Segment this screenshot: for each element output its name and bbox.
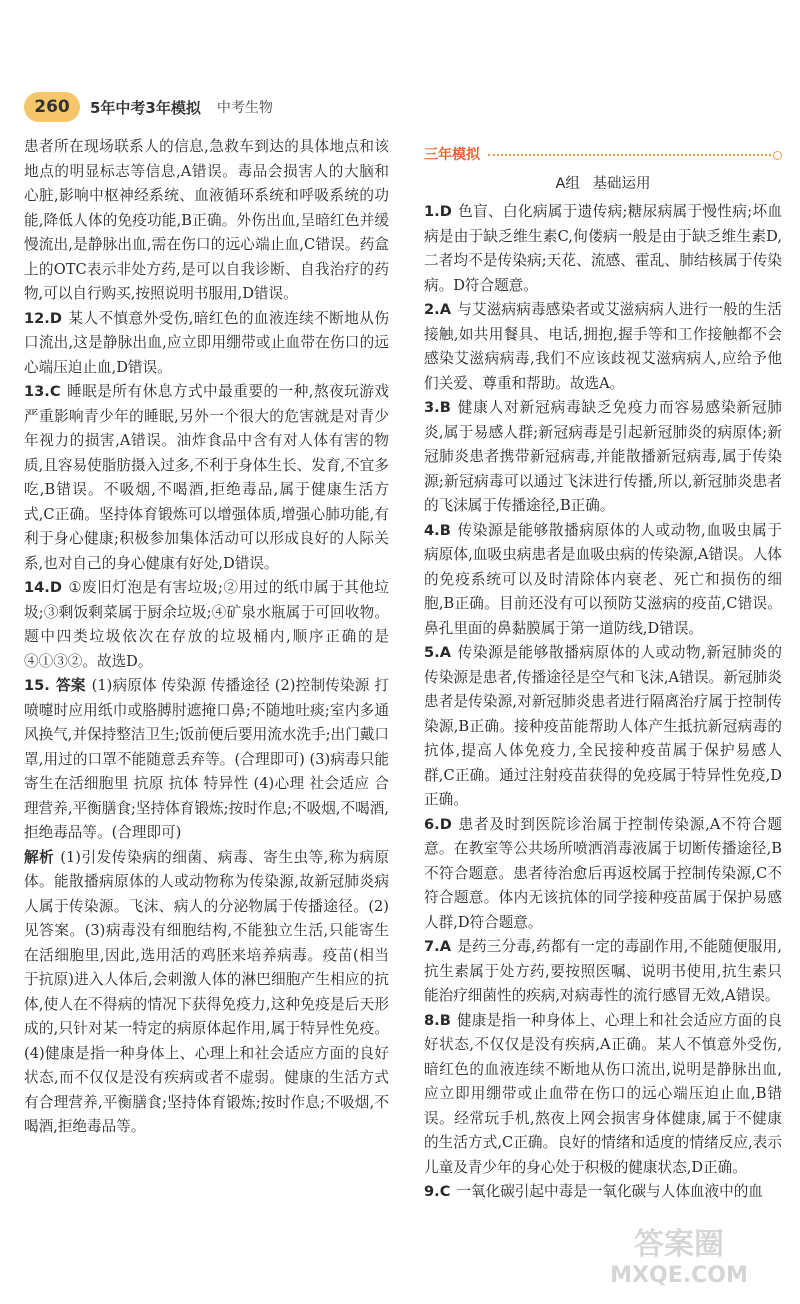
item-number: 4.B <box>424 521 451 539</box>
item-number: 9.C <box>424 1183 451 1200</box>
right-column <box>424 143 782 1205</box>
page-header <box>24 90 273 124</box>
item-text: ①废旧灯泡是有害垃圾;②用过的纸巾属于其他垃圾;③剩饭剩菜属于厨余垃圾;④矿泉水瓶属于可回收物。题中四类垃圾依次在存放的垃圾桶内,顺序正确的是④①③②。故选D。 <box>24 579 389 670</box>
item-text: 色盲、白化病属于遗传病;糖尿病属于慢性病;坏血病是由于缺乏维生素C,佝偻病一般是由于缺乏维生素D,二者均不是传染病;天花、流感、霍乱、肺结核属于传染病。D符合题意。 <box>424 203 782 294</box>
answer-item <box>24 380 389 576</box>
answer-item <box>24 674 389 846</box>
item-text: 一氧化碳引起中毒是一氧化碳与人体血液中的血 <box>456 1183 763 1200</box>
book-title: 5年中考3年模拟 <box>90 98 201 117</box>
answer-item <box>424 813 782 936</box>
item-text: (1)引发传染病的细菌、病毒、寄生虫等,称为病原体。能散播病原体的人或动物称为传染源,故新冠肺炎病人属于传染源。飞沫、病人的分泌物属于传播途径。(2)见答案。(3)病毒没有细胞结构,不能独立生活,只能寄生在活细胞里,因此,选用活的鸡胚来培养病毒。疫苗(相当于抗原)进入人体后,会刺激人体的淋巴细胞产生相应的抗体,使人在不得病的情况下获得免疫力,这种免疫是后天形成的,只针对某一特定的病原体起作用,属于特异性免疫。(4)健康是指一种身体上、心理上和社会适应方面的良好状态,而不仅仅是没有疾病或者不虚弱。健康的生活方式有合理营养,平衡膳食;坚持体育锻炼;按时作息;不吸烟,不喝酒,拒绝毒品等。 <box>24 848 389 1135</box>
item-number: 2.A <box>424 301 451 318</box>
section-header <box>424 143 782 168</box>
subject-label: 中考生物 <box>216 100 273 116</box>
item-number: 12.D <box>24 309 62 327</box>
group-title <box>424 172 782 197</box>
answer-item <box>424 641 782 813</box>
item-text: 传染源是能够散播病原体的人或动物,血吸虫属于病原体,血吸虫病患者是血吸虫病的传染源,A错误。人体的免疫系统可以及时清除体内衰老、死亡和损伤的细胞,B正确。目前还没有可以预防艾滋病的疫苗,C错误。鼻孔里面的鼻黏膜属于第一道防线,D错误。 <box>424 521 782 637</box>
watermark-logo <box>574 1220 784 1290</box>
explanation-tag: 解析 <box>24 848 55 866</box>
item-number: 1.D <box>424 203 452 220</box>
item-number: 15. <box>24 677 50 694</box>
group-label: A组 <box>555 175 580 192</box>
item-number: 14.D <box>24 579 62 596</box>
item-number: 5.A <box>424 644 451 661</box>
item-text: 健康人对新冠病毒缺乏免疫力而容易感染新冠肺炎,属于易感人群;新冠病毒是引起新冠肺炎的病原体;新冠肺炎患者携带新冠病毒,并能散播新冠病毒,属于传染源;新冠病毒可以通过飞沫进行传播,所以,新冠肺炎患者的飞沫属于传播途径,B正确。 <box>424 399 782 514</box>
item-text: 睡眠是所有休息方式中最重要的一种,熬夜玩游戏严重影响青少年的睡眠,另外一个很大的危害就是对青少年视力的损害,A错误。油炸食品中含有对人体有害的物质,且容易使脂肪摄入过多,不利于身体生长、发育,不宜多吃,B错误。不吸烟,不喝酒,拒绝毒品,属于健康生活方式,C正确。坚持体育锻炼可以增强体质,增强心肺功能,有利于身心健康;积极参加集体活动可以形成良好的人际关系,也对自己的身心健康有好处,D错误。 <box>24 383 389 572</box>
item-number: 3.B <box>424 399 451 416</box>
page-number: 260 <box>24 92 80 122</box>
item-number: 7.A <box>424 938 451 955</box>
watermark-brand: 答案圈 <box>634 1227 724 1262</box>
answer-item <box>424 935 782 1009</box>
item-text: 是药三分毒,药都有一定的毒副作用,不能随便服用,抗生素属于处方药,要按照医嘱、说明书使用,抗生素只能治疗细菌性的疾病,对病毒性的流行感冒无效,A错误。 <box>424 938 782 1004</box>
item-text: (1)病原体 传染源 传播途径 (2)控制传染源 打喷嚏时应用纸巾或胳膊肘遮掩口鼻;不随地吐痰;室内多通风换气,并保持整洁卫生;饭前便后要用流水洗手;出门戴口罩,用过的口罩不能随意丢弃等。(合理即可) (3)病毒只能寄生在活细胞里 抗原 抗体 特异性 (4)心理 社会适应 合理营养,平衡膳食;坚持体育锻炼;按时作息;不吸烟,不喝酒,拒绝毒品等。(合理即可) <box>24 677 389 841</box>
left-column <box>24 135 389 1140</box>
answer-item <box>24 135 389 307</box>
answer-item <box>424 298 782 396</box>
section-divider <box>488 154 771 156</box>
item-text: 与艾滋病病毒感染者或艾滋病病人进行一般的生活接触,如共用餐具、电话,拥抱,握手等和工作接触都不会感染艾滋病病毒,我们不应该歧视艾滋病病人,应给予他们关爱、尊重和帮助。故选A。 <box>424 301 782 392</box>
item-text: 患者所在现场联系人的信息,急救车到达的具体地点和该地点的明显标志等信息,A错误。毒品会损害人的大脑和心脏,影响中枢神经系统、血液循环系统和呼吸系统的功能,降低人体的免疫功能,B正确。外伤出血,呈暗红色并缓慢流出,是静脉出血,需在伤口的远心端止血,C错误。药盒上的OTC表示非处方药,是可以自我诊断、自我治疗的药物,可以自行购买,按照说明书服用,D错误。 <box>24 138 389 302</box>
item-text: 传染源是能够散播病原体的人或动物,新冠肺炎的传染源是患者,传播途径是空气和飞沫,A错误。新冠肺炎患者是传染源,对新冠肺炎患者进行隔离治疗属于控制传染源,B正确。接种疫苗能帮助人体产生抵抗新冠病毒的抗体,提高人体免疫力,全民接种疫苗属于保护易感人群,C正确。通过注射疫苗获得的免疫属于特异性免疫,D正确。 <box>424 644 782 808</box>
item-text: 患者及时到医院诊治属于控制传染源,A不符合题意。在教室等公共场所喷洒消毒液属于切断传播途径,B不符合题意。患者待治愈后再返校属于控制传染源,C不符合题意。体内无该抗体的同学接种疫苗属于保护易感人群,D符合题意。 <box>424 815 782 931</box>
item-number: 13.C <box>24 383 61 400</box>
item-number: 6.D <box>424 815 452 833</box>
answer-item <box>24 576 389 674</box>
answer-item <box>424 519 782 642</box>
answer-item <box>424 1009 782 1181</box>
answer-item <box>424 1180 782 1205</box>
explanation-item <box>24 846 389 1140</box>
item-text: 健康是指一种身体上、心理上和社会适应方面的良好状态,不仅仅是没有疾病,A正确。某人不慎意外受伤,暗红色的血液连续不断地从伤口流出,说明是静脉出血,应立即用绷带或止血带在伤口的远心端压迫止血,B错误。经常玩手机,熬夜上网会损害身体健康,属于不健康的生活方式,C正确。良好的情绪和适度的情绪反应,表示儿童及青少年的身心处于积极的健康状态,D正确。 <box>424 1011 782 1176</box>
answer-tag: 答案 <box>55 677 86 694</box>
item-number: 8.B <box>424 1011 451 1029</box>
answer-item <box>424 396 782 519</box>
answer-item <box>424 200 782 298</box>
item-text: 某人不慎意外受伤,暗红色的血液连续不断地从伤口流出,这是静脉出血,应立即用绷带或止血带在伤口的远心端压迫止血,D错误。 <box>24 309 389 376</box>
section-end-dot-icon <box>773 151 782 160</box>
answer-item <box>24 307 389 381</box>
section-title: 三年模拟 <box>424 147 480 163</box>
group-name: 基础运用 <box>592 175 651 192</box>
watermark-url: MXQE.COM <box>610 1263 748 1288</box>
